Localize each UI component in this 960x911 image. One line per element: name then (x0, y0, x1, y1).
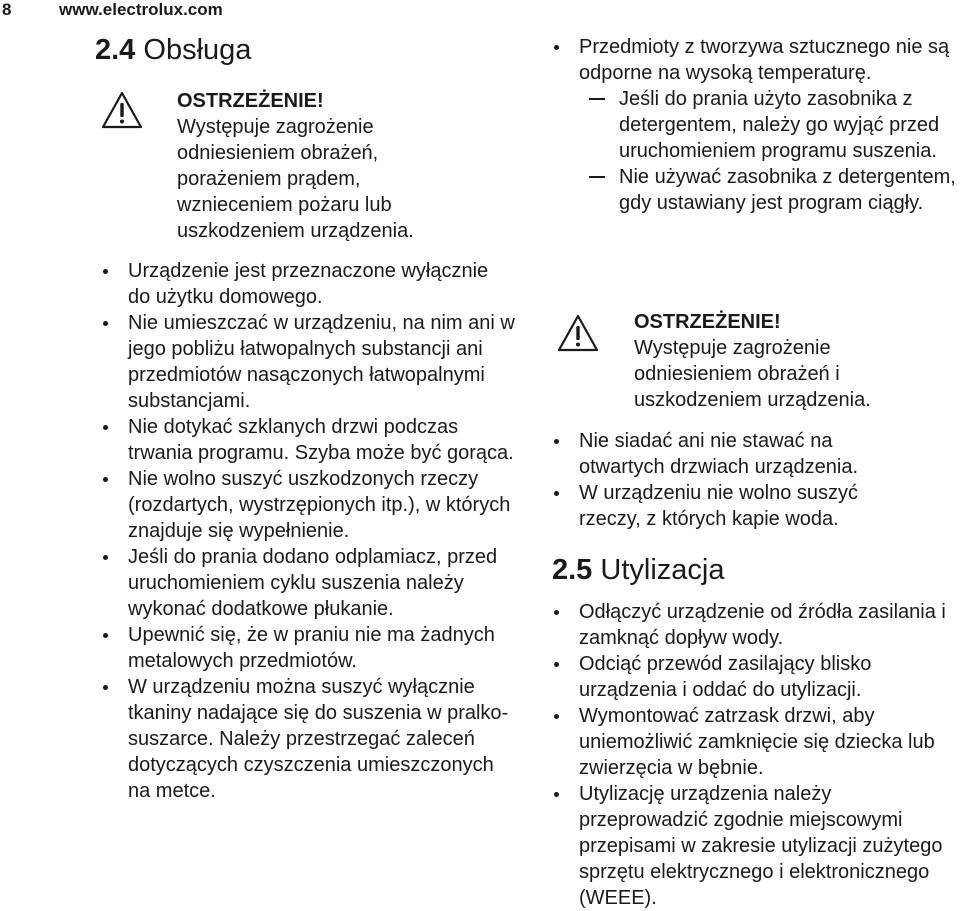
list-item: W urządzeniu można suszyć wyłącznie tkaniny nadające się do suszenia w pralko-suszarce. Należy przestrzegać zaleceń dotyczących czyszczenia umieszczonych na metce. (95, 674, 515, 804)
safety-bullet-list (546, 428, 891, 532)
dash-item: Jeśli do prania użyto zasobnika z detergentem, należy go wyjąć przed uruchomieniem programu suszenia. (579, 86, 960, 164)
list-item: Nie umieszczać w urządzeniu, na nim ani w jego pobliżu łatwopalnych substancji ani przedmiotów nasączonych łatwopalnymi substancjami. (95, 310, 515, 414)
list-item: W urządzeniu nie wolno suszyć rzeczy, z których kapie woda. (546, 480, 891, 532)
section-title: Utylizacja (600, 554, 725, 586)
list-item: Wymontować zatrzask drzwi, aby uniemożliwić zamknięcie się dziecka lub zwierzęcia w bębnie. (546, 703, 960, 781)
list-item (546, 34, 960, 216)
header-url: www.electrolux.com (59, 0, 223, 19)
warning-body: Występuje zagrożenie odniesieniem obrażeń, porażeniem prądem, wznieceniem pożaru lub uszkodzeniem urządzenia. (177, 116, 414, 242)
disposal-bullet-list (546, 599, 960, 911)
warning-text (177, 88, 477, 244)
page-number: 8 (2, 0, 12, 19)
section-number: 2.4 (95, 34, 136, 66)
continued-bullet-list (546, 34, 960, 216)
list-item: Odciąć przewód zasilający blisko urządzenia i oddać do utylizacji. (546, 651, 960, 703)
list-item: Jeśli do prania dodano odplamiacz, przed uruchomieniem cyklu suszenia należy wykonać dodatkowe płukanie. (95, 544, 515, 622)
list-item: Utylizację urządzenia należy przeprowadzić zgodnie miejscowymi przepisami w zakresie utylizacji zużytego sprzętu elektrycznego i elektronicznego (WEEE). (546, 781, 960, 911)
warning-triangle-icon (556, 313, 600, 353)
list-item: Urządzenie jest przeznaczone wyłącznie do użytku domowego. (95, 258, 515, 310)
list-item: Nie dotykać szklanych drzwi podczas trwania programu. Szyba może być gorąca. (95, 414, 515, 466)
list-item: Nie wolno suszyć uszkodzonych rzeczy (rozdartych, wystrzępionych itp.), w których znajduje się wypełnienie. (95, 466, 515, 544)
section-heading-2-4 (95, 33, 251, 67)
dash-item: Nie używać zasobnika z detergentem, gdy ustawiany jest program ciągły. (579, 164, 960, 216)
bullet-plastic-text: Przedmioty z tworzywa sztucznego nie są odporne na wysoką temperaturę. (579, 36, 950, 84)
list-item: Nie siadać ani nie stawać na otwartych drzwiach urządzenia. (546, 428, 891, 480)
section-title: Obsługa (143, 34, 252, 66)
list-item: Upewnić się, że w praniu nie ma żadnych metalowych przedmiotów. (95, 622, 515, 674)
section-number: 2.5 (552, 554, 593, 586)
list-item: Odłączyć urządzenie od źródła zasilania i zamknąć dopływ wody. (546, 599, 960, 651)
warning-body: Występuje zagrożenie odniesieniem obrażeń i uszkodzeniem urządzenia. (634, 337, 871, 411)
dash-sublist (579, 86, 960, 216)
operation-bullet-list (95, 258, 515, 804)
warning-text (634, 309, 934, 413)
section-heading-2-5 (552, 553, 724, 587)
warning-triangle-icon (100, 90, 144, 130)
warning-title: OSTRZEŻENIE! (634, 311, 781, 333)
warning-title: OSTRZEŻENIE! (177, 90, 324, 112)
